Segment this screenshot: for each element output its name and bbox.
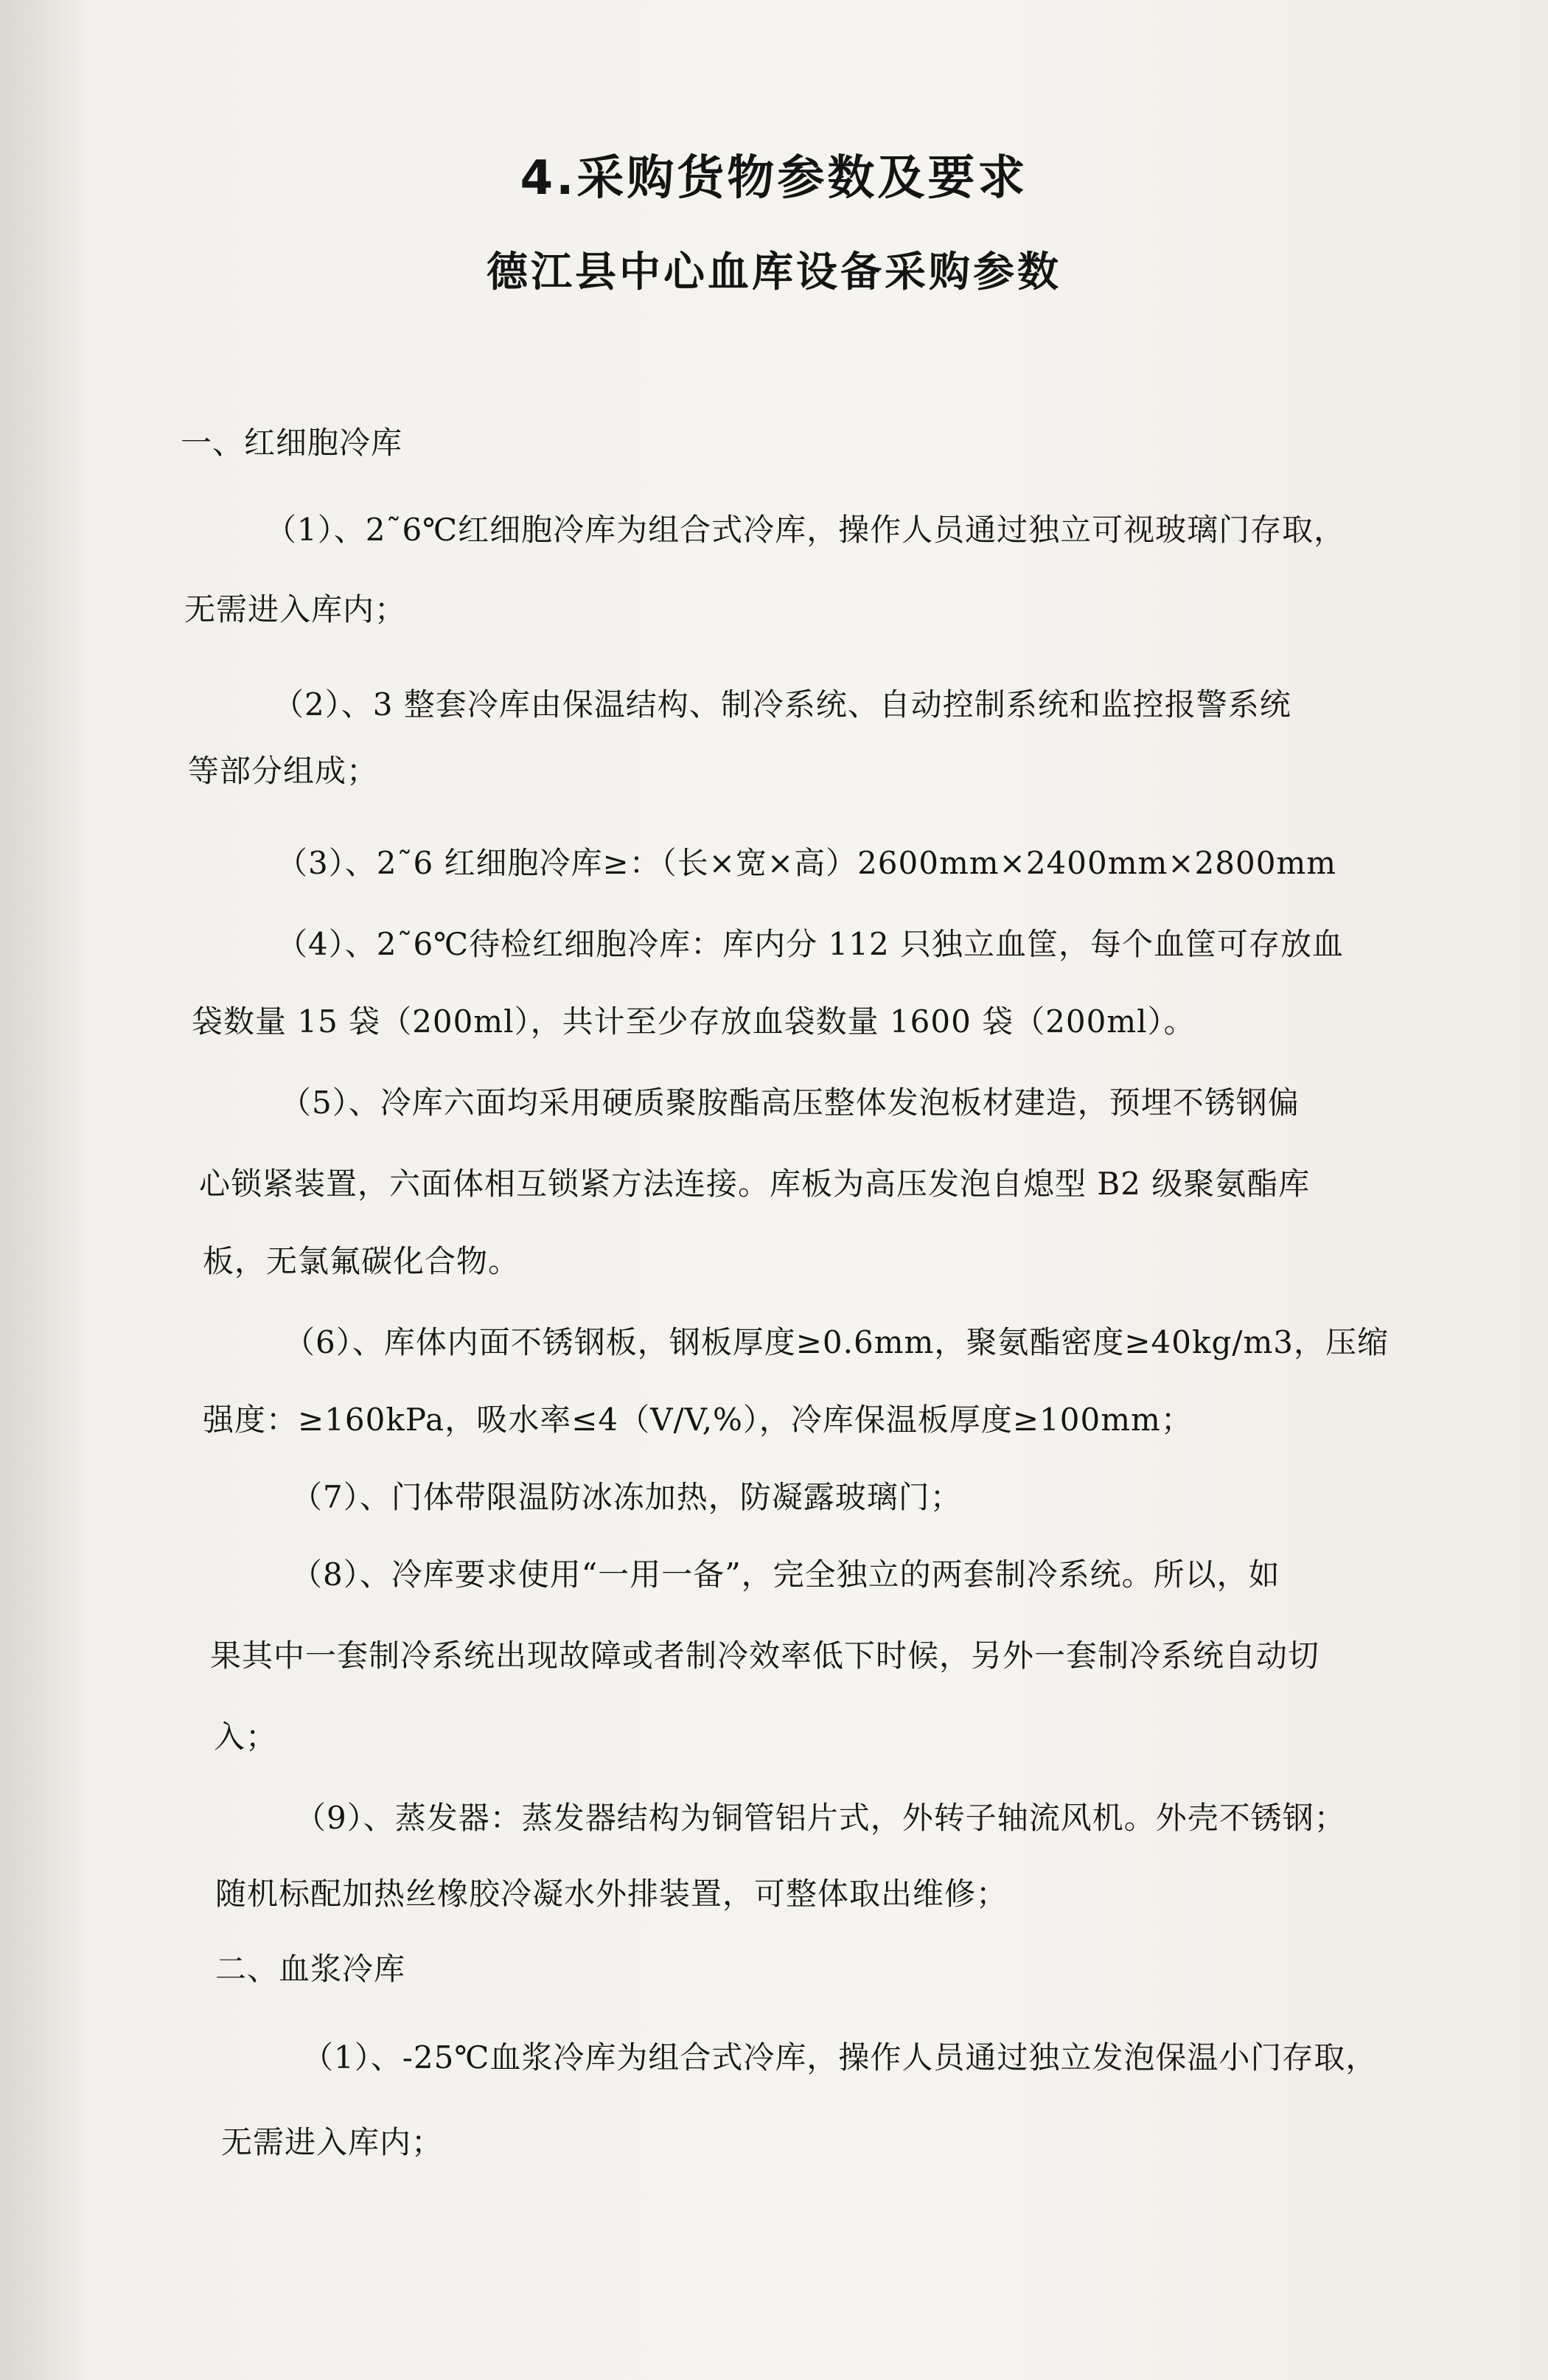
paragraph-line: （1）、-25℃血浆冷库为组合式冷库，操作人员通过独立发泡保温小门存取， [302, 2039, 1378, 2075]
paragraph-line: 强度：≥160kPa，吸水率≤4（V/V,%），冷库保温板厚度≥100mm； [203, 1402, 1193, 1438]
paragraph-line: 果其中一套制冷系统出现故障或者制冷效率低下时候，另外一套制冷系统自动切 [210, 1638, 1320, 1674]
paragraph-line: 无需进入库内； [184, 591, 407, 627]
paragraph-line: （2）、3 整套冷库由保温结构、制冷系统、自动控制系统和监控报警系统 [273, 686, 1291, 723]
section-heading-red-cell-cold-storage: 一、红细胞冷库 [181, 425, 403, 461]
paragraph-line: 袋数量 15 袋（200ml），共计至少存放血袋数量 1600 袋（200ml）。 [192, 1003, 1196, 1040]
paragraph-line: 随机标配加热丝橡胶冷凝水外排装置，可整体取出维修； [215, 1876, 1008, 1912]
paragraph-line: 板，无氯氟碳化合物。 [203, 1243, 520, 1279]
paragraph-line: （6）、库体内面不锈钢板，钢板厚度≥0.6mm，聚氨酯密度≥40kg/m3，压缩 [284, 1324, 1390, 1360]
paragraph-line: 无需进入库内； [221, 2124, 444, 2160]
paragraph-line: （5）、冷库六面均采用硬质聚胺酯高压整体发泡板材建造，预埋不锈钢偏 [280, 1085, 1300, 1121]
document-title: 4.采购货物参数及要求 [520, 151, 1028, 206]
paragraph-line: （4）、2˜6℃待检红细胞冷库：库内分 112 只独立血筐，每个血筐可存放血 [276, 926, 1345, 962]
document-subtitle: 德江县中心血库设备采购参数 [487, 248, 1061, 296]
paragraph-line: 入； [214, 1719, 278, 1755]
paragraph-line: （9）、蒸发器：蒸发器结构为铜管铝片式，外转子轴流风机。外壳不锈钢； [295, 1800, 1346, 1836]
paragraph-line: 心锁紧装置，六面体相互锁紧方法连接。库板为高压发泡自熄型 B2 级聚氨酯库 [199, 1166, 1311, 1202]
section-heading-plasma-cold-storage: 二、血浆冷库 [215, 1951, 406, 1987]
paragraph-line: （7）、门体带限温防冰冻加热，防凝露玻璃门； [291, 1479, 962, 1515]
paragraph-line: 等部分组成； [188, 753, 379, 789]
paragraph-line: （8）、冷库要求使用“一用一备”，完全独立的两套制冷系统。所以，如 [291, 1556, 1280, 1593]
paragraph-line: （3）、2˜6 红细胞冷库≥：（长×宽×高）2600mm×2400mm×2800mm [276, 845, 1337, 881]
paragraph-line: （1）、2˜6℃红细胞冷库为组合式冷库，操作人员通过独立可视玻璃门存取， [265, 512, 1346, 548]
